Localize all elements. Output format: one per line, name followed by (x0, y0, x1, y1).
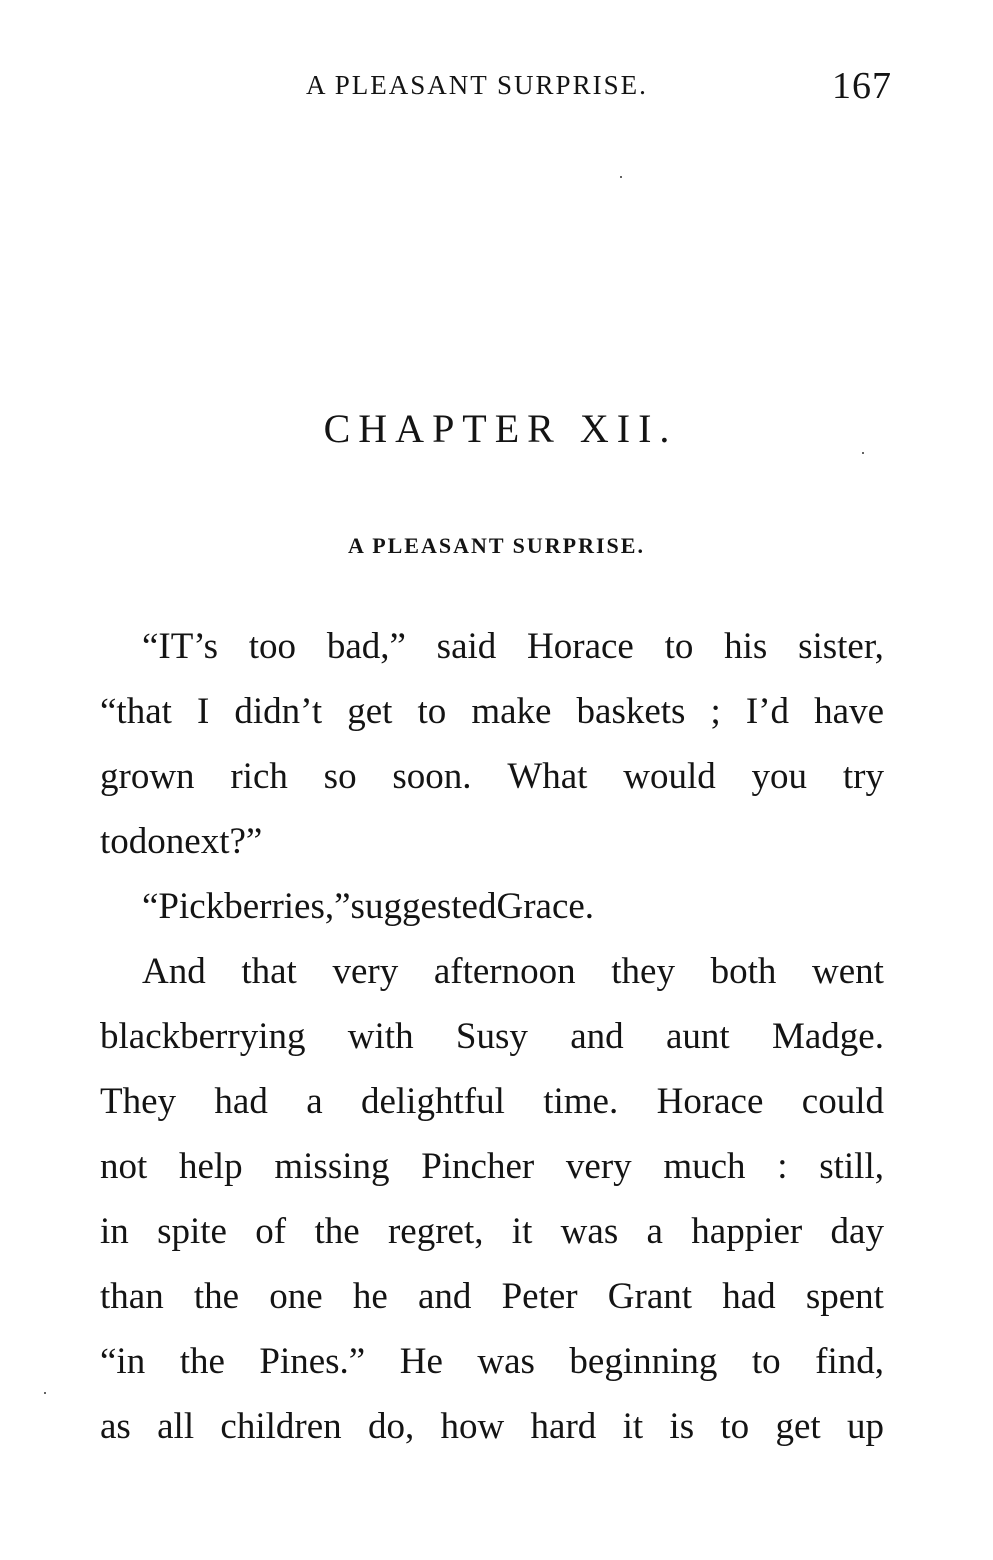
text-word: find, (815, 1341, 884, 1382)
text-word: afternoon (433, 951, 576, 992)
text-word: time. (543, 1081, 619, 1122)
text-word: with (347, 1016, 414, 1057)
text-word: get (775, 1406, 821, 1447)
text-word: get (347, 691, 393, 732)
text-word: sister, (798, 626, 884, 667)
running-head (0, 64, 993, 114)
text-word: “in (100, 1341, 146, 1382)
chapter-number-heading: CHAPTER XII. (323, 406, 678, 451)
text-word: I’d (745, 691, 790, 732)
text-word: up (846, 1406, 884, 1447)
text-word: Grace. (496, 886, 595, 927)
text-word: to (417, 691, 447, 732)
text-word: to (100, 821, 129, 862)
paper-speck (620, 176, 622, 178)
text-word: help (178, 1146, 243, 1187)
page-number: 167 (832, 65, 892, 107)
text-word: Horace (527, 626, 634, 667)
text-line (100, 809, 884, 874)
text-word: you (751, 756, 808, 797)
text-word: ; (710, 691, 721, 732)
text-word: too (248, 626, 297, 667)
text-word: ? (229, 821, 246, 862)
text-word: it (622, 1406, 644, 1447)
text-word: soon. (392, 756, 472, 797)
text-line (100, 1394, 884, 1459)
text-word: ” (245, 821, 263, 862)
text-word: day (830, 1211, 884, 1252)
text-word: They (100, 1081, 177, 1122)
text-word: “IT’s (142, 626, 219, 667)
text-word: had (214, 1081, 268, 1122)
text-line (100, 1004, 884, 1069)
text-word: much (663, 1146, 746, 1187)
text-word: children (220, 1406, 342, 1447)
text-word: to (720, 1406, 750, 1447)
text-word: Horace (656, 1081, 764, 1122)
text-word: delightful (360, 1081, 505, 1122)
text-word: “Pick (142, 886, 225, 927)
text-word: spite (157, 1211, 227, 1252)
text-word: bad,” (326, 626, 406, 667)
chapter-title: A PLEASANT SURPRISE. (348, 533, 645, 558)
text-word: said (436, 626, 497, 667)
text-word: baskets (576, 691, 686, 732)
text-word: missing (274, 1146, 390, 1187)
text-word: make (471, 691, 552, 732)
text-word: very (332, 951, 399, 992)
text-word: was (560, 1211, 619, 1252)
text-word: suggested (350, 886, 497, 927)
text-word: rich (230, 756, 288, 797)
text-line (100, 1134, 884, 1199)
text-word: do, (367, 1406, 415, 1447)
text-word: would (623, 756, 716, 797)
text-word: and (417, 1276, 472, 1317)
text-word: could (801, 1081, 884, 1122)
text-word: than (100, 1276, 164, 1317)
text-word: : (777, 1146, 788, 1187)
text-word: his (724, 626, 768, 667)
text-word: one (269, 1276, 323, 1317)
text-line (100, 1199, 884, 1264)
text-word: have (814, 691, 884, 732)
text-word: to (751, 1341, 781, 1382)
text-word: hard (530, 1406, 597, 1447)
text-word: berries,” (224, 886, 351, 927)
text-line (100, 1329, 884, 1394)
text-word: all (157, 1406, 195, 1447)
text-word: went (811, 951, 884, 992)
text-word: next (165, 821, 230, 862)
text-word: the (179, 1341, 225, 1382)
text-word: the (193, 1276, 240, 1317)
text-word: still, (819, 1146, 884, 1187)
text-word: in (100, 1211, 129, 1252)
text-word: a (646, 1211, 663, 1252)
text-word: blackberrying (100, 1016, 306, 1057)
text-line (100, 679, 884, 744)
text-word: beginning (569, 1341, 718, 1382)
text-word: Pincher (421, 1146, 535, 1187)
text-word: both (710, 951, 777, 992)
text-line (100, 874, 884, 939)
paper-speck (862, 452, 864, 454)
text-word: and (570, 1016, 624, 1057)
text-word: “that (100, 691, 172, 732)
text-word: And (142, 951, 206, 992)
text-line (100, 1264, 884, 1329)
text-line (100, 1069, 884, 1134)
running-title: A PLEASANT SURPRISE. (306, 70, 648, 100)
text-line (100, 614, 884, 679)
text-word: had (722, 1276, 776, 1317)
text-word: grown (100, 756, 195, 797)
text-word: Grant (607, 1276, 693, 1317)
text-word: Madge. (771, 1016, 884, 1057)
text-word: regret, (387, 1211, 484, 1252)
text-word: Pines.” (259, 1341, 366, 1382)
text-word: is (669, 1406, 695, 1447)
text-word: as (100, 1406, 131, 1447)
text-word: so (323, 756, 357, 797)
text-word: not (100, 1146, 148, 1187)
text-word: the (314, 1211, 360, 1252)
text-word: to (664, 626, 694, 667)
text-word: a (306, 1081, 323, 1122)
text-word: was (477, 1341, 535, 1382)
text-word: What (507, 756, 588, 797)
text-word: he (352, 1276, 388, 1317)
text-word: try (842, 756, 884, 797)
body-text (100, 614, 884, 1459)
text-word: how (440, 1406, 505, 1447)
text-word: that (241, 951, 297, 992)
text-word: didn’t (234, 691, 323, 732)
text-line (100, 744, 884, 809)
text-word: very (565, 1146, 632, 1187)
text-word: it (511, 1211, 533, 1252)
text-line (100, 939, 884, 1004)
text-word: do (128, 821, 166, 862)
text-word: happier (691, 1211, 803, 1252)
text-word: of (255, 1211, 287, 1252)
text-word: aunt (665, 1016, 730, 1057)
text-word: Susy (455, 1016, 528, 1057)
paper-speck (44, 1392, 46, 1394)
text-word: spent (805, 1276, 884, 1317)
text-word: Peter (501, 1276, 578, 1317)
text-word: I (196, 691, 210, 732)
text-word: they (611, 951, 675, 992)
text-word: He (399, 1341, 443, 1382)
